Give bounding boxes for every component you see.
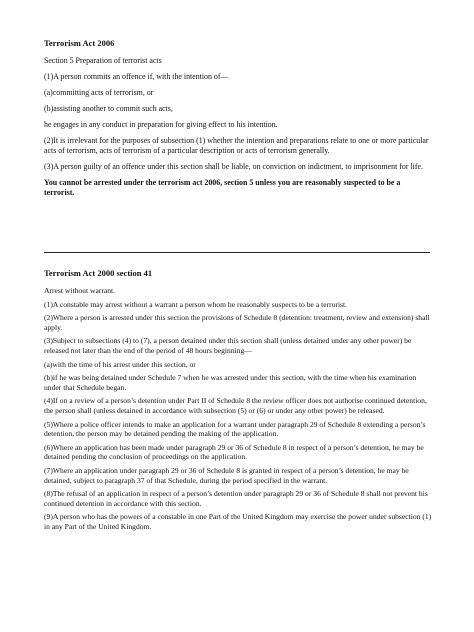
clause-b: (b)if he was being detained under Schedule 7 when he was arrested under this section, with the time when his examination under that Schedule began. <box>44 373 417 392</box>
subsection-8: (8)The refusal of an application in respect of a person’s detention under paragraph 29 or 36 of Schedule 8 shall not prevent his continued detention in accordance with this section. <box>44 489 428 508</box>
subsection-7: (7)Where an application under paragraph 29 or 36 of Schedule 8 is granted in respect of a person’s detention, he may be detained, subject to paragraph 37 of that Schedule, during the period specified in the warrant. <box>44 465 409 485</box>
subsection-1: (1)A person commits an offence if, with the intention of— <box>44 72 229 81</box>
subsection-2: (2)Where a person is arrested under this section the provisions of Schedule 8 (detention: treatment, review and extension) shall apply. <box>44 313 430 332</box>
section-heading: Section 5 Preparation of terrorist acts <box>44 56 162 65</box>
terrorism-act-2006-section <box>44 38 432 199</box>
section-title: Terrorism Act 2006 <box>44 38 115 48</box>
clause-a: (a)with the time of his arrest under this section, or <box>44 359 196 369</box>
subsection-5: (5)Where a police officer intends to make an application for a warrant under paragraph 29 of Schedule 8 extending a person’s detention, the person may be detained pending the making of the application. <box>44 419 426 439</box>
subsection-9: (9)A person who has the powers of a constable in one Part of the United Kingdom may exercise the power under subsection (1) in any Part of the United Kingdom. <box>44 512 432 531</box>
subsection-6: (6)Where an application has been made under paragraph 29 or 36 of Schedule 8 in respect of a person’s detention, he may be detained pending the conclusion of proceedings on the application. <box>44 442 424 462</box>
subsection-3: (3)Subject to subsections (4) to (7), a person detained under this section shall (unless detained under any other power) be released not later than the end of the period of 48 hours beginning— <box>44 336 412 355</box>
terrorism-act-2000-section <box>44 268 432 535</box>
clause-b: (b)assisting another to commit such acts, <box>44 104 173 113</box>
horizontal-divider <box>44 252 430 253</box>
emphasis-note: You cannot be arrested under the terrorism act 2006, section 5 unless you are reasonably suspected to be a terrorist. <box>44 178 401 197</box>
conduct-paragraph: he engages in any conduct in preparation for giving effect to his intention. <box>44 120 278 129</box>
subsection-4: (4)If on a review of a person’s detention under Part II of Schedule 8 the review officer does not authorise continued detention, the person shall (unless detained in accordance with subsection (5) or (6) or under any other power) be released. <box>44 396 427 415</box>
section-heading: Arrest without warrant. <box>44 286 116 295</box>
subsection-2: (2)It is irrelevant for the purposes of subsection (1) whether the intention and preparations relate to one or more particular acts of terrorism, acts of terrorism of a particular description or acts of terrorism generally. <box>44 136 429 155</box>
subsection-3: (3)A person guilty of an offence under this section shall be liable, on conviction on indictment, to imprisonment for life. <box>44 162 423 171</box>
clause-a: (a)committing acts of terrorism, or <box>44 88 154 97</box>
subsection-1: (1)A constable may arrest without a warrant a person whom he reasonably suspects to be a terrorist. <box>44 299 348 309</box>
section-title: Terrorism Act 2000 section 41 <box>44 268 153 278</box>
